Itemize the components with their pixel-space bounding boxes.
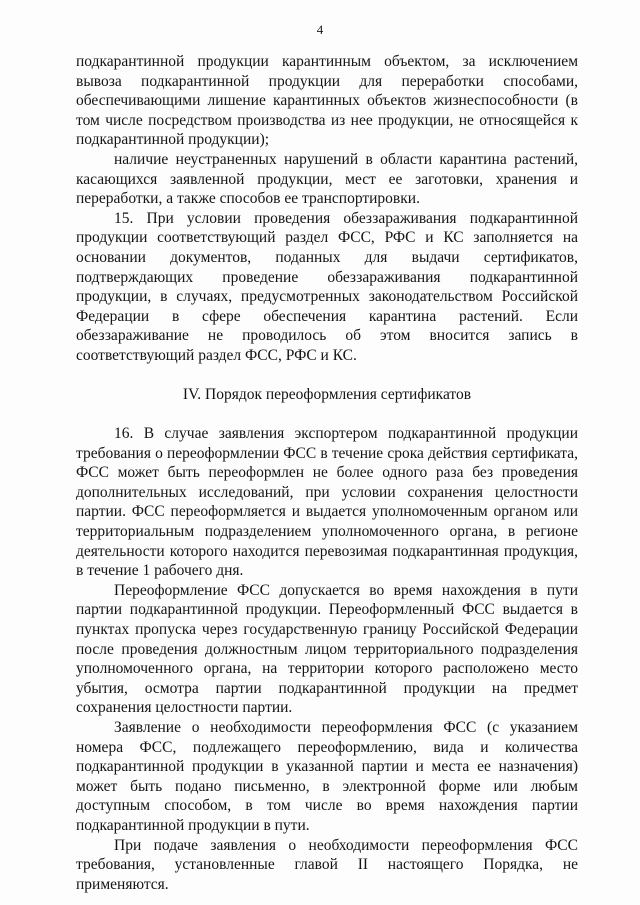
paragraph-application: Заявление о необходимости переоформления ФСС (с указанием номера ФСС, подлежащего переоформлению, вида и количества подкарантинной продукции в указанной партии и места ее назначения) может быть подано письменно, в электронной форме или любым доступным способом, в том числе во время нахождения партии подкарантинной продукции в пути. [76, 719, 578, 834]
paragraph-15: 15. При условии проведения обеззараживания подкарантинной продукции соответствующий раздел ФСС, РФС и КС заполняется на основании документов, поданных для выдачи сертификатов, подтверждающих проведение обеззараживания подкарантинной продукции, в случаях, предусмотренных законодательством Российской Федерации в сфере обеспечения карантина растений. Если обеззараживание не проводилось об этом вносится запись в соответствующий раздел ФСС, РФС и КС. [76, 209, 578, 364]
page-number: 4 [316, 22, 324, 37]
paragraph-reissue-in-transit: Переоформление ФСС допускается во время нахождения в пути партии подкарантинной продукции. Переоформленный ФСС выдается в пунктах пропуска через государственную границу Российской Федерации после проведения должностным лицом территориального подразделения уполномоченного органа, на территории которого расположено место убытия, осмотра партии подкарантинной продукции на предмет сохранения целостности партии. [76, 581, 578, 717]
paragraph-16: 16. В случае заявления экспортером подкарантинной продукции требования о переоформлении ФСС в течение срока действия сертификата, ФСС может быть переоформлен не более одного раза без проведения дополнительных исследований, при условии сохранения целостности партии. ФСС переоформляется и выдается уполномоченным органом или территориальным подразделением уполномоченного органа, в регионе деятельности которого находится перевозимая подкарантинная продукция, в течение 1 рабочего дня. [76, 425, 578, 580]
paragraph-requirements: При подаче заявления о необходимости переоформления ФСС требования, установленные главой II настоящего Порядка, не применяются. [76, 836, 578, 893]
document-body [76, 52, 578, 894]
paragraph-continuation: подкарантинной продукции карантинным объектом, за исключением вывоза подкарантинной продукции для переработки способами, обеспечивающими лишение карантинных объектов жизнеспособности (в том числе посредством производства из нее продукции, не относящейся к подкарантинной продукции); [76, 53, 578, 149]
section-heading: IV. Порядок переоформления сертификатов [182, 385, 472, 403]
paragraph-violations: наличие неустраненных нарушений в области карантина растений, касающихся заявленной продукции, мест ее заготовки, хранения и переработки, а также способов ее транспортировки. [76, 150, 578, 208]
